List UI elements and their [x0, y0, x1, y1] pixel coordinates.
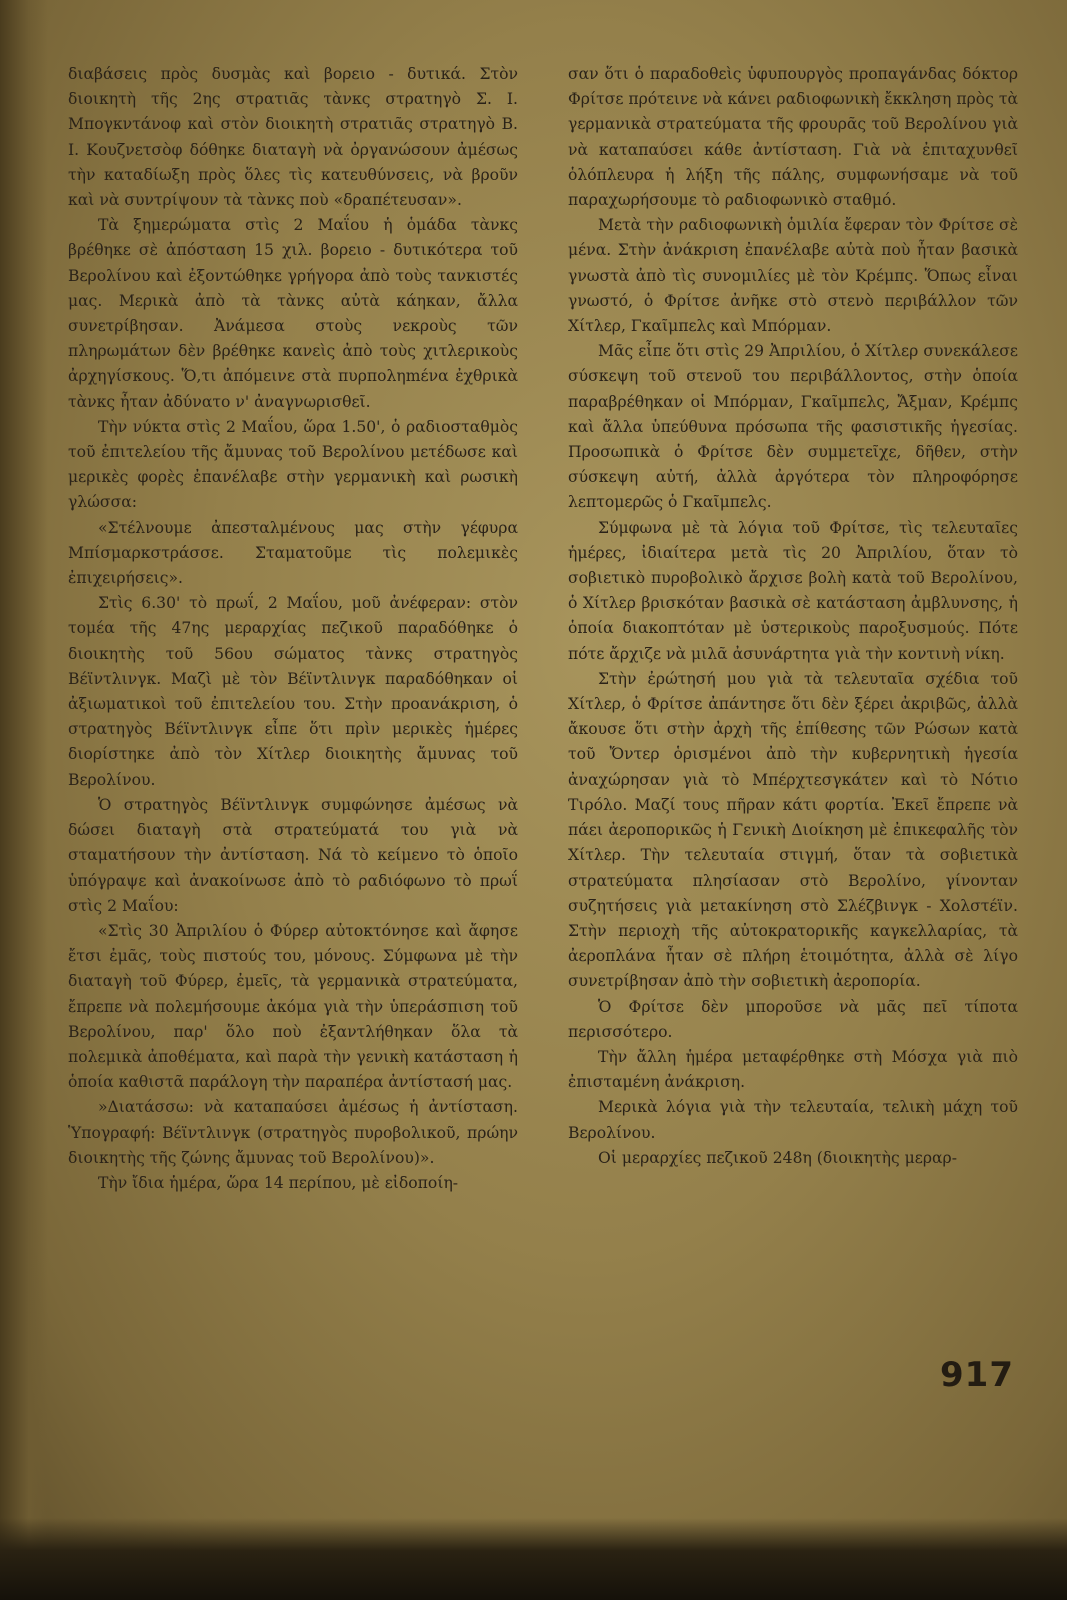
paragraph: Οἱ μεραρχίες πεζικοῦ 248η (διοικητὴς μεραρ-	[598, 1148, 957, 1167]
paragraph: Τὴν ἴδια ἡμέρα, ὥρα 14 περίπου, μὲ εἰδοποίη-	[98, 1173, 459, 1192]
paragraph: «Στέλνουμε ἀπεσταλμένους μας στὴν γέφυρα Μπίσμαρκστράσσε. Σταματοῦμε τὶς πολεμικὲς ἐπιχειρήσεις».	[68, 518, 518, 588]
right-text-column	[568, 62, 1018, 1171]
paragraph: σαν ὅτι ὁ παραδοθεὶς ὑφυπουργὸς προπαγάνδας δόκτορ Φρίτσε πρότεινε νὰ κάνει ραδιοφωνικὴ ἔκκληση πρὸς τὰ γερμανικὰ στρατεύματα τῆς φρουρᾶς τοῦ Βερολίνου γιὰ νὰ καταπαύσει κάθε ἀντίσταση. Γιὰ νὰ ἐπιταχυνθεῖ ὁλόπλευρα ἡ λήξη τῆς πάλης, συμφωνήσαμε νὰ τοῦ παραχωρήσουμε τὸ ραδιοφωνικὸ σταθμό.	[568, 65, 1018, 210]
paragraph: Στὴν ἐρώτησή μου γιὰ τὰ τελευταῖα σχέδια τοῦ Χίτλερ, ὁ Φρίτσε ἀπάντησε ὅτι δὲν ξέρει ἀκριβῶς, ἀλλὰ ἄκουσε ὅτι στὴν ἀρχὴ τῆς ἐπίθεσης τῶν Ρώσων κατὰ τοῦ Ὄντερ ὁρισμένοι ἀπὸ τὴν κυβερνητικὴ ἡγεσία ἀναχώρησαν γιὰ τὸ Μπέρχτεσγκάτεν καὶ τὸ Νότιο Τιρόλο. Μαζί τους πῆραν κάτι φορτία. Ἐκεῖ ἔπρεπε νὰ πάει ἀεροπορικῶς ἡ Γενικὴ Διοίκηση μὲ ἐπικεφαλῆς τὸν Χίτλερ. Τὴν τελευταία στιγμή, ὅταν τὰ σοβιετικὰ στρατεύματα πλησίασαν στὸ Βερολίνο, γίνονταν συζητήσεις γιὰ μετακίνηση στὸ Σλέζβινγκ - Χολστέϊν. Στὴν περιοχὴ τῆς αὐτοκρατορικῆς καγκελλαρίας, τὰ ἀεροπλάνα ἦταν σὲ πλήρη ἑτοιμότητα, ἀλλὰ σὲ λίγο συνετρίβησαν ἀπὸ τὴν σοβιετικὴ ἀεροπορία.	[568, 669, 1018, 991]
paragraph: Ὁ Φρίτσε δὲν μποροῦσε νὰ μᾶς πεῖ τίποτα περισσότερο.	[568, 997, 1018, 1041]
paragraph: Μετὰ τὴν ραδιοφωνικὴ ὁμιλία ἔφεραν τὸν Φρίτσε σὲ μένα. Στὴν ἀνάκριση ἐπανέλαβε αὐτὰ ποὺ ἦταν βασικὰ γνωστὰ ἀπὸ τὶς συνομιλίες μὲ τὸν Κρέμπς. Ὅπως εἶναι γνωστό, ὁ Φρίτσε ἀνῆκε στὸ στενὸ περιβάλλον τῶν Χίτλερ, Γκαῖμπελς καὶ Μπόρμαν.	[568, 216, 1018, 336]
paragraph: Σύμφωνα μὲ τὰ λόγια τοῦ Φρίτσε, τὶς τελευταῖες ἡμέρες, ἰδιαίτερα μετὰ τὶς 20 Ἀπριλίου, ὅταν τὸ σοβιετικὸ πυροβολικὸ ἄρχισε βολὴ κατὰ τοῦ Βερολίνου, ὁ Χίτλερ βρισκόταν βασικὰ σὲ κατάσταση ἀμβλυνσης, ἡ ὁποία διακοπτόταν μὲ ὑστερικοὺς παροξυσμούς. Πότε πότε ἄρχιζε νὰ μιλᾶ ἀσυνάρτητα γιὰ τὴν κοντινὴ νίκη.	[568, 518, 1018, 663]
paragraph: διαβάσεις πρὸς δυσμὰς καὶ βορειο - δυτικά. Στὸν διοικητὴ τῆς 2ης στρατιᾶς τὰνκς στρατηγὸ Σ. Ι. Μπογκντάνοφ καὶ στὸν διοικητὴ στρατιᾶς στρατηγὸ Β. Ι. Κουζνετσὸφ δόθηκε διαταγὴ νὰ ὀργανώσουν ἀμέσως τὴν καταδίωξη πρὸς ὅλες τὶς κατευθύνσεις, νὰ βροῦν καὶ νὰ συντρίψουν τὰ τὰνκς ποὺ «δραπέτευσαν».	[68, 65, 518, 210]
paragraph: »Διατάσσω: νὰ καταπαύσει ἀμέσως ἡ ἀντίσταση. Ὑπογραφή: Βέϊντλινγκ (στρατηγὸς πυροβολικοῦ, πρώην διοικητὴς τῆς ζώνης ἄμυνας τοῦ Βερολίνου)».	[68, 1098, 518, 1167]
paragraph: Τὰ ξημερώματα στὶς 2 Μαΐου ἡ ὁμάδα τὰνκς βρέθηκε σὲ ἀπόσταση 15 χιλ. βορειο - δυτικότερα τοῦ Βερολίνου καὶ ἐξοντώθηκε γρήγορα ἀπὸ τοὺς τανκιστές μας. Μερικὰ ἀπὸ τὰ τὰνκς αὐτὰ κάηκαν, ἄλλα συνετρίβησαν. Ἀνάμεσα στοὺς νεκροὺς τῶν πληρωμάτων δὲν βρέθηκε κανεὶς ἀπὸ τοὺς χιτλερικοὺς ἀρχηγίσκους. Ὅ,τι ἀπόμεινε στὰ πυρποληmένα ἐχθρικὰ τὰνκς ἦταν ἀδύνατο ν' ἀναγνωρισθεῖ.	[68, 216, 518, 411]
paragraph: Τὴν νύκτα στὶς 2 Μαΐου, ὥρα 1.50', ὁ ραδιοσταθμὸς τοῦ ἐπιτελείου τῆς ἄμυνας τοῦ Βερολίνου μετέδωσε καὶ μερικὲς φορὲς ἐπανέλαβε στὴν γερμανικὴ καὶ ρωσικὴ γλώσσα:	[68, 417, 518, 512]
left-text-column	[68, 62, 518, 1196]
paragraph: «Στὶς 30 Ἀπριλίου ὁ Φύρερ αὐτοκτόνησε καὶ ἄφησε ἔτσι ἐμᾶς, τοὺς πιστούς του, μόνους. Σύμφωνα μὲ τὴν διαταγὴ τοῦ Φύρερ, ἐμεῖς, τὰ γερμανικὰ στρατεύματα, ἔπρεπε νὰ πολεμήσουμε ἀκόμα γιὰ τὴν ὑπεράσπιση τοῦ Βερολίνου, παρ' ὅλο ποὺ ἐξαντλήθηκαν ὅλα τὰ πολεμικὰ ἀποθέματα, καὶ παρὰ τὴν γενικὴ κατάσταση ἡ ὁποία καθιστᾶ παράλογη τὴν παραπέρα ἀντίστασή μας.	[68, 921, 518, 1092]
paragraph: Τὴν ἄλλη ἡμέρα μεταφέρθηκε στὴ Μόσχα γιὰ πιὸ ἐπισταμένη ἀνάκριση.	[568, 1047, 1018, 1092]
page-bottom-shadow	[0, 1518, 1067, 1600]
paragraph: Ὁ στρατηγὸς Βέϊντλινγκ συμφώνησε ἀμέσως νὰ δώσει διαταγὴ στὰ στρατεύματά του γιὰ νὰ σταματήσουν τὴν ἀντίσταση. Νά τὸ κείμενο τὸ ὁποῖο ὑπόγραψε καὶ ἀνακοίνωσε ἀπὸ τὸ ραδιόφωνο τὸ πρωΐ στὶς 2 Μαΐου:	[68, 795, 518, 915]
paragraph: Μᾶς εἶπε ὅτι στὶς 29 Ἀπριλίου, ὁ Χίτλερ συνεκάλεσε σύσκεψη τοῦ στενοῦ του περιβάλλοντος, στὴν ὁποία παραβρέθηκαν οἱ Μπόρμαν, Γκαῖμπελς, Ἄξμαν, Κρέμπς καὶ ἄλλα ὑπεύθυνα πρόσωπα τῆς φασιστικῆς ἡγεσίας. Προσωπικὰ ὁ Φρίτσε δὲν συμμετεῖχε, δῆθεν, στὴν σύσκεψη αὐτή, ἀλλὰ ἀργότερα τὸν πληροφόρησε λεπτομερῶς ὁ Γκαῖμπελς.	[568, 342, 1018, 512]
book-spine-shadow	[0, 0, 48, 1600]
paragraph: Μερικὰ λόγια γιὰ τὴν τελευταία, τελικὴ μάχη τοῦ Βερολίνου.	[568, 1098, 1018, 1142]
paragraph: Στὶς 6.30' τὸ πρωΐ, 2 Μαΐου, μοῦ ἀνέφεραν: στὸν τομέα τῆς 47ης μεραρχίας πεζικοῦ παραδόθηκε ὁ διοικητὴς τοῦ 56ου σώματος τὰνκς στρατηγὸς Βέϊντλινγκ. Μαζὶ μὲ τὸν Βέϊντλινγκ παραδόθηκαν οἱ ἀξιωματικοὶ τοῦ ἐπιτελείου του. Στὴν προανάκριση, ὁ στρατηγὸς Βέϊντλινγκ εἶπε ὅτι πρὶν μερικὲς ἡμέρες διορίστηκε ἀπὸ τὸν Χίτλερ διοικητὴς ἄμυνας τοῦ Βερολίνου.	[68, 594, 518, 789]
page-number: 917	[940, 1355, 1014, 1395]
